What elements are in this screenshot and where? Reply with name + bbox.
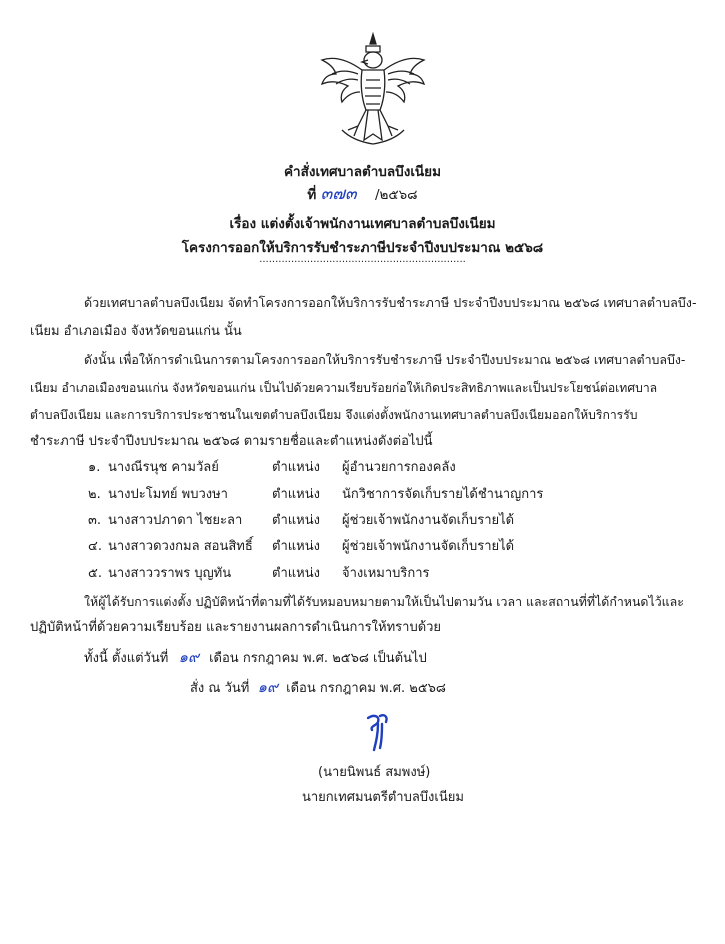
staff-name: นางสาววราพร บุญทัน	[108, 566, 232, 581]
paragraph-3-line-1: ให้ผู้ได้รับการแต่งตั้ง ปฏิบัติหน้าที่ตามที่ได้รับหมอบหมายตามให้เป็นไปตามวัน เวลา และสถานที่ที่ได้กำหนดไว้และ	[84, 594, 684, 609]
signer-title: นายกเทศมนตรีตำบลบึงเนียม	[302, 790, 464, 805]
subject-line-1: เรื่อง แต่งตั้งเจ้าพนักงานเทศบาลตำบลบึงเนียม	[229, 216, 496, 232]
order-number-handwritten: ๓๗๓	[320, 184, 357, 204]
staff-position: นักวิชาการจัดเก็บรายได้ชำนาญการ	[342, 487, 544, 502]
paragraph-2-line-1: ดังนั้น เพื่อให้การดำเนินการตามโครงการออกให้บริการรับชำระภาษี ประจำปีงบประมาณ ๒๕๖๘ เทศบาลตำบลบึง-	[84, 352, 686, 367]
handwritten-signature-icon	[360, 710, 396, 754]
signer-name: (นายนิพนธ์ สมพงษ์)	[318, 765, 431, 780]
staff-name: นางปะโมทย์ พบวงษา	[108, 487, 228, 502]
order-date-line: สั่ง ณ วันที่ ๑๙ เดือน กรกฎาคม พ.ศ. ๒๕๖๘	[190, 678, 446, 696]
order-day-handwritten: ๑๙	[257, 678, 279, 696]
paragraph-2-line-4: ชำระภาษี ประจำปีงบประมาณ ๒๕๖๘ ตามรายชื่อและตำแหน่งดังต่อไปนี้	[30, 434, 433, 449]
separator-dots: .................................................................	[259, 254, 466, 265]
order-number-prefix: ที่	[307, 187, 317, 203]
document-page: คำสั่งเทศบาลตำบลบึงเนียม ที่ ๓๗๓ /๒๕๖๘ เรื่อง แต่งตั้งเจ้าพนักงานเทศบาลตำบลบึงเนียม โครงการออกให้บริการรับชำระภาษีประจำปีงบประมาณ ๒๕๖๘ ................................................................. ด้วยเทศบาลตำบลบึงเนียม จัดทำโครงการออกให้บริการรับชำระภาษี ประจำปีงบประมาณ ๒๕๖๘ เทศบาลตำบลบึง- เนียม อำเภอเมือง จังหวัดขอนแก่น นั้น ดังนั้น เพื่อให้การดำเนินการตามโครงการออกให้บริการรับชำระภาษี ประจำปีงบประมาณ ๒๕๖๘ เทศบาลตำบลบึง- เนียม อำเภอเมืองขอนแก่น จังหวัดขอนแก่น เป็นไปด้วยความเรียบร้อยก่อให้เกิดประสิทธิภาพและเป็นประโยชน์ต่อเทศบาล ตำบลบึงเนียม และการบริการประชาชนในเขตตำบลบึงเนียม จึงแต่งตั้งพนักงานเทศบาลตำบลบึงเนียมออกให้บริการรับ ชำระภาษี ประจำปีงบประมาณ ๒๕๖๘ ตามรายชื่อและตำแหน่งดังต่อไปนี้ ๑. นางณีรนุช คามวัลย์ ตำแหน่ง ผู้อำนวยการกองคลัง ๒. นางปะโมทย์ พบวงษา ตำแหน่ง นักวิชาการจัดเก็บรายได้ชำนาญการ ๓. นางสาวปภาดา ไชยะลา ตำแหน่ง ผู้ช่วยเจ้าพนักงานจัดเก็บรายได้ ๔. นางสาวดวงกมล สอนสิทธิ์ ตำแหน่ง ผู้ช่วยเจ้าพนักงานจัดเก็บรายได้ ๕. นางสาววราพร บุญทัน ตำแหน่ง จ้างเหมาบริการ ให้ผู้ได้รับการแต่งตั้ง ปฏิบัติหน้าที่ตามที่ได้รับหมอบหมายตามให้เป็นไปตามวัน เวลา และสถานที่ที่ได้กำหนดไว้และ ปฏิบัติหน้าที่ด้วยความเรียบร้อย และรายงานผลการดำเนินการให้ทราบด้วย ทั้งนี้ ตั้งแต่วันที่ ๑๙ เดือน กรกฎาคม พ.ศ. ๒๕๖๘ เป็นต้นไป สั่ง ณ วันที่ ๑๙ เดือน กรกฎาคม พ.ศ. ๒๕๖๘ (นายนิพนธ์ สมพงษ์) นายกเทศมนตรีตำบลบึงเนียม	[0, 0, 725, 944]
order-title: คำสั่งเทศบาลตำบลบึงเนียม	[284, 164, 441, 180]
staff-position: จ้างเหมาบริการ	[342, 566, 430, 581]
staff-position: ผู้ช่วยเจ้าพนักงานจัดเก็บรายได้	[342, 539, 515, 554]
staff-position: ผู้อำนวยการกองคลัง	[342, 460, 456, 475]
paragraph-1-line-1: ด้วยเทศบาลตำบลบึงเนียม จัดทำโครงการออกให้บริการรับชำระภาษี ประจำปีงบประมาณ ๒๕๖๘ เทศบาลตำบลบึง-	[84, 295, 697, 310]
paragraph-3-line-2: ปฏิบัติหน้าที่ด้วยความเรียบร้อย และรายงานผลการดำเนินการให้ทราบด้วย	[30, 620, 442, 635]
subject-line-2: โครงการออกให้บริการรับชำระภาษีประจำปีงบประมาณ ๒๕๖๘	[181, 240, 544, 256]
paragraph-2-line-2: เนียม อำเภอเมืองขอนแก่น จังหวัดขอนแก่น เป็นไปด้วยความเรียบร้อยก่อให้เกิดประสิทธิภาพและเป็นประโยชน์ต่อเทศบาล	[30, 381, 658, 395]
paragraph-1-line-2: เนียม อำเภอเมือง จังหวัดขอนแก่น นั้น	[30, 324, 242, 339]
staff-name: นางสาวปภาดา ไชยะลา	[108, 513, 243, 528]
staff-name: นางณีรนุช คามวัลย์	[108, 460, 219, 475]
effective-date-line: ทั้งนี้ ตั้งแต่วันที่ ๑๙ เดือน กรกฎาคม พ.ศ. ๒๕๖๘ เป็นต้นไป	[84, 648, 427, 666]
staff-name: นางสาวดวงกมล สอนสิทธิ์	[108, 539, 253, 554]
garuda-emblem-icon	[318, 30, 428, 148]
effective-day-handwritten: ๑๙	[178, 648, 199, 666]
staff-position: ผู้ช่วยเจ้าพนักงานจัดเก็บรายได้	[342, 513, 515, 528]
order-number	[0, 180, 725, 207]
paragraph-2-line-3: ตำบลบึงเนียม และการบริการประชาชนในเขตตำบลบึงเนียม จึงแต่งตั้งพนักงานเทศบาลตำบลบึงเนียมออกให้บริการรับ	[30, 408, 638, 422]
order-number-suffix: /๒๕๖๘	[374, 187, 418, 203]
